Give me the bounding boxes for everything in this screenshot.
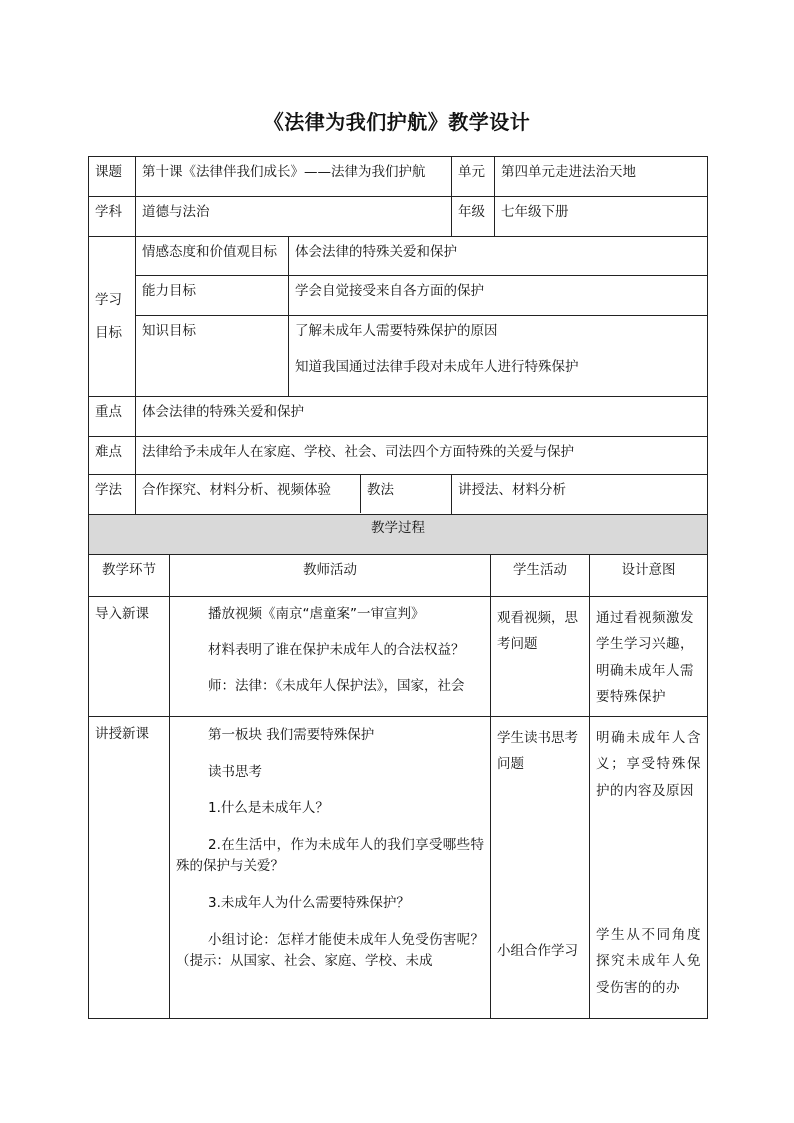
goal-name-emotion: 情感态度和价值观目标 — [136, 237, 289, 276]
student-intro: 观看视频，思考问题 — [491, 597, 590, 717]
value-keti: 第十课《法律伴我们成长》——法律为我们护航 — [136, 157, 452, 197]
header-student: 学生活动 — [491, 555, 590, 597]
goal-content-knowledge: 了解未成年人需要特殊保护的原因 知道我国通过法律手段对未成年人进行特殊保护 — [289, 316, 708, 397]
label-goals: 学习 目标 — [89, 237, 136, 397]
process-table — [88, 514, 708, 1019]
label-jiaofa: 教法 — [367, 482, 394, 498]
goal-content-emotion: 体会法律的特殊关爱和保护 — [289, 237, 708, 276]
value-nandian: 法律给予未成年人在家庭、学校、社会、司法四个方面特殊的关爱与保护 — [136, 437, 708, 475]
document-title: 《法律为我们护航》教学设计 — [263, 110, 531, 134]
value-xueke: 道德与法治 — [136, 197, 452, 237]
value-zhongdian: 体会法律的特殊关爱和保护 — [136, 397, 708, 437]
value-xuefa: 合作探究、材料分析、视频体验 教法 — [136, 475, 452, 515]
label-zhongdian: 重点 — [89, 397, 136, 437]
student-newlesson: 学生读书思考问题 小组合作学习 — [491, 717, 590, 1019]
label-danyuan: 单元 — [452, 157, 495, 197]
info-table — [88, 156, 708, 515]
value-danyuan: 第四单元走进法治天地 — [495, 157, 708, 197]
label-nandian: 难点 — [89, 437, 136, 475]
label-keti: 课题 — [89, 157, 136, 197]
intent-intro: 通过看视频激发学生学习兴趣，明确未成年人需要特殊保护 — [590, 597, 708, 717]
header-teacher: 教师活动 — [170, 555, 491, 597]
stage-newlesson: 讲授新课 — [89, 717, 170, 1019]
goal-name-ability: 能力目标 — [136, 276, 289, 316]
process-title: 教学过程 — [89, 515, 708, 555]
header-stage: 教学环节 — [89, 555, 170, 597]
label-nianji: 年级 — [452, 197, 495, 237]
value-jiaofa: 讲授法、材料分析 — [452, 475, 708, 515]
teacher-newlesson: 第一板块 我们需要特殊保护 读书思考 1.什么是未成年人？ 2.在生活中，作为未成年人的我们享受哪些特殊的保护与关爱？ 3.未成年人为什么需要特殊保护？ 小组讨论：怎样才能使未成年人免受伤害呢？（提示：从国家、社会、家庭、学校、未成 — [170, 717, 491, 1019]
teacher-intro: 播放视频《南京“虐童案”一审宣判》 材料表明了谁在保护未成年人的合法权益？ 师：法律：《未成年人保护法》，国家，社会 — [170, 597, 491, 717]
label-xueke: 学科 — [89, 197, 136, 237]
goal-name-knowledge: 知识目标 — [136, 316, 289, 397]
value-nianji: 七年级下册 — [495, 197, 708, 237]
goal-content-ability: 学会自觉接受来自各方面的保护 — [289, 276, 708, 316]
label-xuefa: 学法 — [89, 475, 136, 515]
stage-intro: 导入新课 — [89, 597, 170, 717]
header-intent: 设计意图 — [590, 555, 708, 597]
intent-newlesson: 明确未成年人含义；享受特殊保护的内容及原因 学生从不同角度探究未成年人免受伤害的的办 — [590, 717, 708, 1019]
